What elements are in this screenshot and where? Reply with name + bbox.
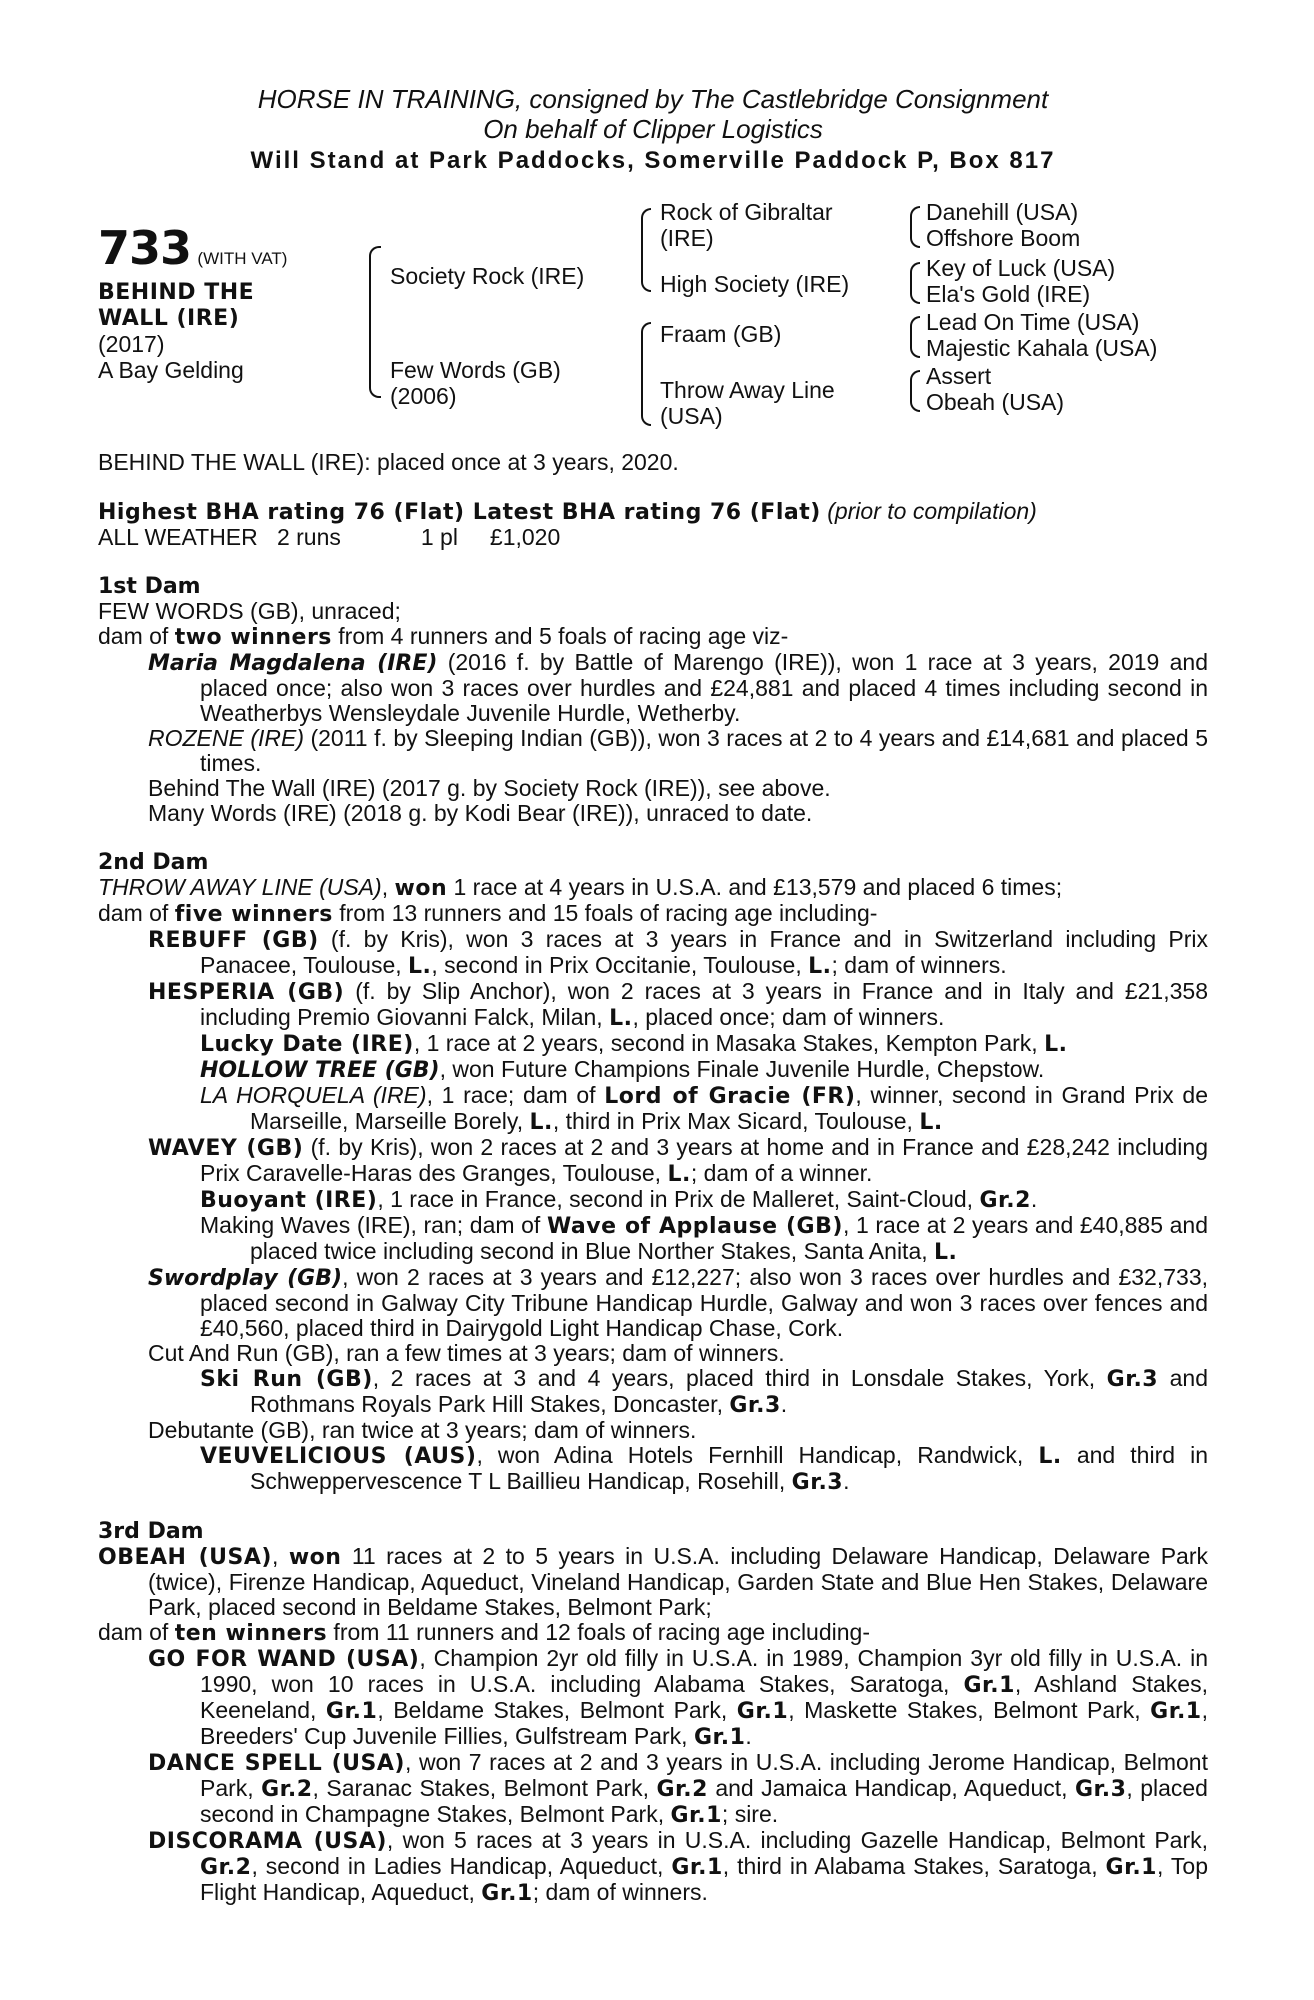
third-dam-section: [98, 1519, 1208, 1906]
g5-name: Lead On Time (USA): [926, 309, 1140, 335]
g8-name: Obeah (USA): [926, 389, 1065, 415]
horse-description: A Bay Gelding: [98, 357, 244, 383]
rating-line: [98, 499, 1208, 525]
sire-name: Society Rock (IRE): [390, 263, 585, 289]
placings: 1 pl: [420, 524, 458, 550]
produce-entry: Maria Magdalena (IRE) (2016 f. by Battle of Marengo (IRE)), won 1 race at 3 years, 2019 and placed once; also won 3 races over hurdles and £24,881 and placed 4 times including second in Weatherbys Wensleydale Juvenile Hurdle, Wetherby.: [148, 649, 1208, 726]
first-dam-name: FEW WORDS (GB), unraced;: [98, 598, 401, 624]
brace-3: [910, 316, 920, 358]
rating-bold: Highest BHA rating 76 (Flat) Latest BHA rating 76 (Flat): [98, 500, 821, 525]
second-dam-produce-line: dam of five winners from 13 runners and 15 foals of racing age including-: [98, 900, 878, 927]
sire-sire-line1: Rock of Gibraltar: [660, 199, 833, 225]
first-dam-title: 1st Dam: [98, 574, 201, 599]
brace-2: [910, 262, 920, 304]
produce-entry: GO FOR WAND (USA), Champion 2yr old filly in U.S.A. in 1989, Champion 3yr old filly in U.S.A. in 1990, won 10 races in U.S.A. including Alabama Stakes, Saratoga, Gr.1, Ashland Stakes, Keeneland, Gr.1, Beldame Stakes, Belmont Park, Gr.1, Maskette Stakes, Belmont Park, Gr.1, Breeders' Cup Juvenile Fillies, Gulfstream Park, Gr.1.: [148, 1645, 1208, 1750]
rating-block: [98, 499, 1208, 550]
stand-line: Will Stand at Park Paddocks, Somerville Paddock P, Box 817: [250, 147, 1056, 174]
third-dam-name-line: OBEAH (USA), won 11 races at 2 to 5 years in U.S.A. including Delaware Handicap, Delaware Park (twice), Firenze Handicap, Aqueduct, Vineland Handicap, Garden State and Blue Hen Stakes, Delaware Park, placed second in Beldame Stakes, Belmont Park;: [98, 1543, 1209, 1620]
lot-number: 733: [98, 221, 192, 275]
dam-year: (2006): [390, 383, 457, 409]
dam-sire: Fraam (GB): [660, 321, 782, 347]
produce-entry: Swordplay (GB), won 2 races at 3 years and £12,227; also won 3 races over hurdles and £32,733, placed second in Galway City Tribune Handicap Hurdle, Galway and won 3 races over fences and £40,560, placed third in Dairygold Light Handicap Chase, Cork.: [148, 1264, 1208, 1341]
third-dam-produce-line: dam of ten winners from 11 runners and 12 foals of racing age including-: [98, 1619, 870, 1646]
second-dam-name-line: THROW AWAY LINE (USA), won 1 race at 4 years in U.S.A. and £13,579 and placed 6 times;: [98, 874, 1063, 901]
horse-name-line2: WALL (IRE): [98, 306, 240, 331]
horse-year: (2017): [98, 331, 165, 357]
produce-entry: HESPERIA (GB) (f. by Slip Anchor), won 2 races at 3 years in France and in Italy and £21,358 including Premio Giovanni Falck, Milan, L., placed once; dam of winners.: [148, 978, 1208, 1031]
produce-entry: Ski Run (GB), 2 races at 3 and 4 years, placed third in Lonsdale Stakes, York, Gr.3 and Rothmans Royals Park Hill Stakes, Doncaster, Gr.3.: [200, 1365, 1208, 1418]
second-dam-title: 2nd Dam: [98, 850, 209, 875]
sire-sire-line2: (IRE): [660, 225, 714, 251]
produce-entry: Behind The Wall (IRE) (2017 g. by Society Rock (IRE)), see above.: [148, 775, 831, 801]
second-dam-section: [98, 850, 1208, 1495]
produce-entry: Cut And Run (GB), ran a few times at 3 years; dam of winners.: [148, 1340, 785, 1366]
produce-entry: ROZENE (IRE) (2011 f. by Sleeping Indian (GB)), won 3 races at 2 to 4 years and £14,681 and placed 5 times.: [148, 725, 1208, 776]
dam-dam-line2: (USA): [660, 403, 723, 429]
produce-entry: Making Waves (IRE), ran; dam of Wave of Applause (GB), 1 race at 2 years and £40,885 and placed twice including second in Blue Norther Stakes, Santa Anita, L.: [200, 1212, 1208, 1265]
brace-4: [910, 370, 920, 412]
consignor-line: HORSE IN TRAINING, consigned by The Castlebridge Consignment: [257, 84, 1049, 114]
g3-name: Key of Luck (USA): [926, 255, 1116, 281]
produce-entry: HOLLOW TREE (GB), won Future Champions Finale Juvenile Hurdle, Chepstow.: [200, 1056, 1045, 1083]
produce-entry: WAVEY (GB) (f. by Kris), won 2 races at 2 and 3 years at home and in France and £28,242 including Prix Caravelle-Haras des Granges, Toulouse, L.; dam of a winner.: [148, 1134, 1208, 1187]
pedigree-table: [98, 200, 1208, 430]
g2-name: Offshore Boom: [926, 225, 1081, 251]
sire-dam-bracket: [369, 246, 381, 398]
brace-1: [910, 206, 920, 248]
produce-entry: Buoyant (IRE), 1 race in France, second in Prix de Malleret, Saint-Cloud, Gr.2.: [200, 1186, 1038, 1213]
g1-name: Danehill (USA): [926, 199, 1079, 225]
produce-entry: Debutante (GB), ran twice at 3 years; dam of winners.: [148, 1417, 697, 1443]
horse-name-line1: BEHIND THE: [98, 280, 255, 305]
produce-entry: Lucky Date (IRE), 1 race at 2 years, second in Masaka Stakes, Kempton Park, L.: [200, 1030, 1068, 1057]
race-summary: BEHIND THE WALL (IRE): placed once at 3 years, 2020.: [98, 449, 679, 475]
behalf-line: On behalf of Clipper Logistics: [483, 114, 823, 144]
dam-parents-bracket: [641, 322, 651, 426]
runs: 2 runs: [276, 524, 341, 550]
third-dam-title: 3rd Dam: [98, 1519, 204, 1544]
lot-number-block: [98, 221, 288, 275]
surface-record: [98, 525, 1208, 550]
produce-entry: Many Words (IRE) (2018 g. by Kodi Bear (IRE)), unraced to date.: [148, 800, 813, 826]
produce-entry: LA HORQUELA (IRE), 1 race; dam of Lord of Gracie (FR), winner, second in Grand Prix de Marseille, Marseille Borely, L., third in Prix Max Sicard, Toulouse, L.: [200, 1082, 1209, 1135]
g4-name: Ela's Gold (IRE): [926, 281, 1091, 307]
g6-name: Majestic Kahala (USA): [926, 335, 1158, 361]
vat-note: (WITH VAT): [197, 249, 288, 268]
produce-entry: REBUFF (GB) (f. by Kris), won 3 races at 3 years in France and in Switzerland including Prix Panacee, Toulouse, L., second in Prix Occitanie, Toulouse, L.; dam of winners.: [148, 926, 1208, 979]
g7-name: Assert: [926, 363, 992, 389]
sire-parents-bracket: [641, 208, 651, 292]
sire-dam: High Society (IRE): [660, 271, 850, 297]
first-dam-produce-line: dam of two winners from 4 runners and 5 foals of racing age viz-: [98, 623, 789, 650]
first-dam-section: [98, 574, 1208, 826]
produce-entry: VEUVELICIOUS (AUS), won Adina Hotels Fernhill Handicap, Randwick, L. and third in Schweppervescence T L Baillieu Handicap, Rosehill, Gr.3.: [200, 1442, 1208, 1495]
dam-dam-line1: Throw Away Line: [660, 377, 835, 403]
produce-entry: DANCE SPELL (USA), won 7 races at 2 and 3 years in U.S.A. including Jerome Handicap, Belmont Park, Gr.2, Saranac Stakes, Belmont Park, Gr.2 and Jamaica Handicap, Aqueduct, Gr.3, placed second in Champagne Stakes, Belmont Park, Gr.1; sire.: [148, 1749, 1208, 1828]
rating-note: (prior to compilation): [827, 498, 1037, 524]
earnings: £1,020: [489, 524, 561, 550]
dam-name: Few Words (GB): [390, 357, 561, 383]
catalogue-page: [98, 84, 1208, 1906]
surface: ALL WEATHER: [98, 524, 258, 550]
produce-entry: DISCORAMA (USA), won 5 races at 3 years in U.S.A. including Gazelle Handicap, Belmont Park, Gr.2, second in Ladies Handicap, Aqueduct, Gr.1, third in Alabama Stakes, Saratoga, Gr.1, Top Flight Handicap, Aqueduct, Gr.1; dam of winners.: [148, 1827, 1209, 1906]
